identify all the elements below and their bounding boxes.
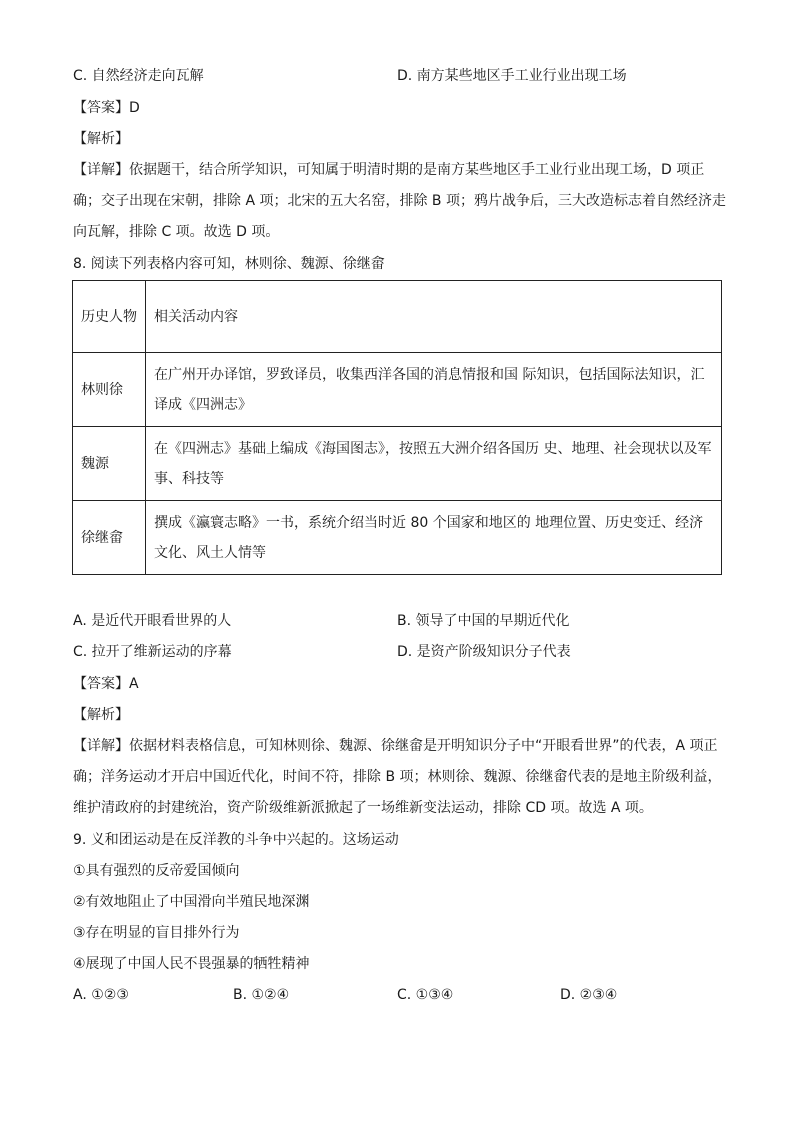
q8-table [72,280,722,575]
q7-analysis-label: 【解析】 [73,131,129,147]
q8-answer: 【答案】A [73,676,139,692]
q8-analysis-label: 【解析】 [73,707,129,723]
q8-table-person: 徐继畲 [73,501,146,575]
q9-option-d: D. ②③④ [560,987,618,1003]
q9-statement-1: ①具有强烈的反帝爱国倾向 [73,863,240,879]
q8-table-person: 林则徐 [73,353,146,427]
q9-option-b: B. ①②④ [233,987,290,1003]
q7-option-c: C. 自然经济走向瓦解 [73,68,204,84]
q9-statement-2: ②有效地阻止了中国滑向半殖民地深渊 [73,894,310,910]
q8-table-header-row [73,281,722,353]
q9-options-row [73,985,733,1005]
q8-detail-line-1: 【详解】依据材料表格信息，可知林则徐、魏源、徐继畲是开明知识分子中“开眼看世界”的代表，A 项正 [73,738,718,754]
q8-detail-line-2: 确；洋务运动才开启中国近代化，时间不符，排除 B 项；林则徐、魏源、徐继畲代表的是地主阶级利益， [73,769,722,785]
q8-table-row [73,427,722,501]
q8-options-row-1 [73,611,733,631]
q8-table-header-person: 历史人物 [73,281,146,353]
q8-option-b: B. 领导了中国的早期近代化 [397,613,570,629]
q8-table-content: 在《四洲志》基础上编成《海国图志》，按照五大洲介绍各国历 史、地理、社会现状以及军事、科技等 [146,427,722,501]
q8-table-content: 在广州开办译馆，罗致译员，收集西洋各国的消息情报和国 际知识，包括国际法知识，汇译成《四洲志》 [146,353,722,427]
q8-option-d: D. 是资产阶级知识分子代表 [397,644,571,660]
q8-option-a: A. 是近代开眼看世界的人 [73,613,232,629]
q8-detail-line-3: 维护清政府的封建统治，资产阶级维新派掀起了一场维新变法运动，排除 CD 项。故选 A 项。 [73,800,653,816]
q9-statement-3: ③存在明显的盲目排外行为 [73,925,240,941]
q8-table-header-content: 相关活动内容 [146,281,722,353]
q7-detail-line-3: 向瓦解，排除 C 项。故选 D 项。 [73,224,280,240]
q8-table-content: 撰成《瀛寰志略》一书，系统介绍当时近 80 个国家和地区的 地理位置、历史变迁、经济文化、风土人情等 [146,501,722,575]
q8-stem: 8. 阅读下列表格内容可知，林则徐、魏源、徐继畲 [73,256,385,272]
q9-stem: 9. 义和团运动是在反洋教的斗争中兴起的。这场运动 [73,832,399,848]
q7-detail-line-2: 确；交子出现在宋朝，排除 A 项；北宋的五大名窑，排除 B 项；鸦片战争后，三大改造标志着自然经济走 [73,193,726,209]
q8-table-person: 魏源 [73,427,146,501]
q7-option-d: D. 南方某些地区手工业行业出现工场 [397,68,627,84]
q7-options-row [73,66,733,86]
q9-option-a: A. ①②③ [73,987,129,1003]
q8-table-row [73,501,722,575]
q7-answer: 【答案】D [73,100,140,116]
q8-table-row [73,353,722,427]
q7-detail-line-1: 【详解】依据题干，结合所学知识，可知属于明清时期的是南方某些地区手工业行业出现工场，D 项正 [73,162,705,178]
q9-statement-4: ④展现了中国人民不畏强暴的牺牲精神 [73,956,310,972]
q8-option-c: C. 拉开了维新运动的序幕 [73,644,232,660]
q9-option-c: C. ①③④ [397,987,454,1003]
q8-options-row-2 [73,642,733,662]
